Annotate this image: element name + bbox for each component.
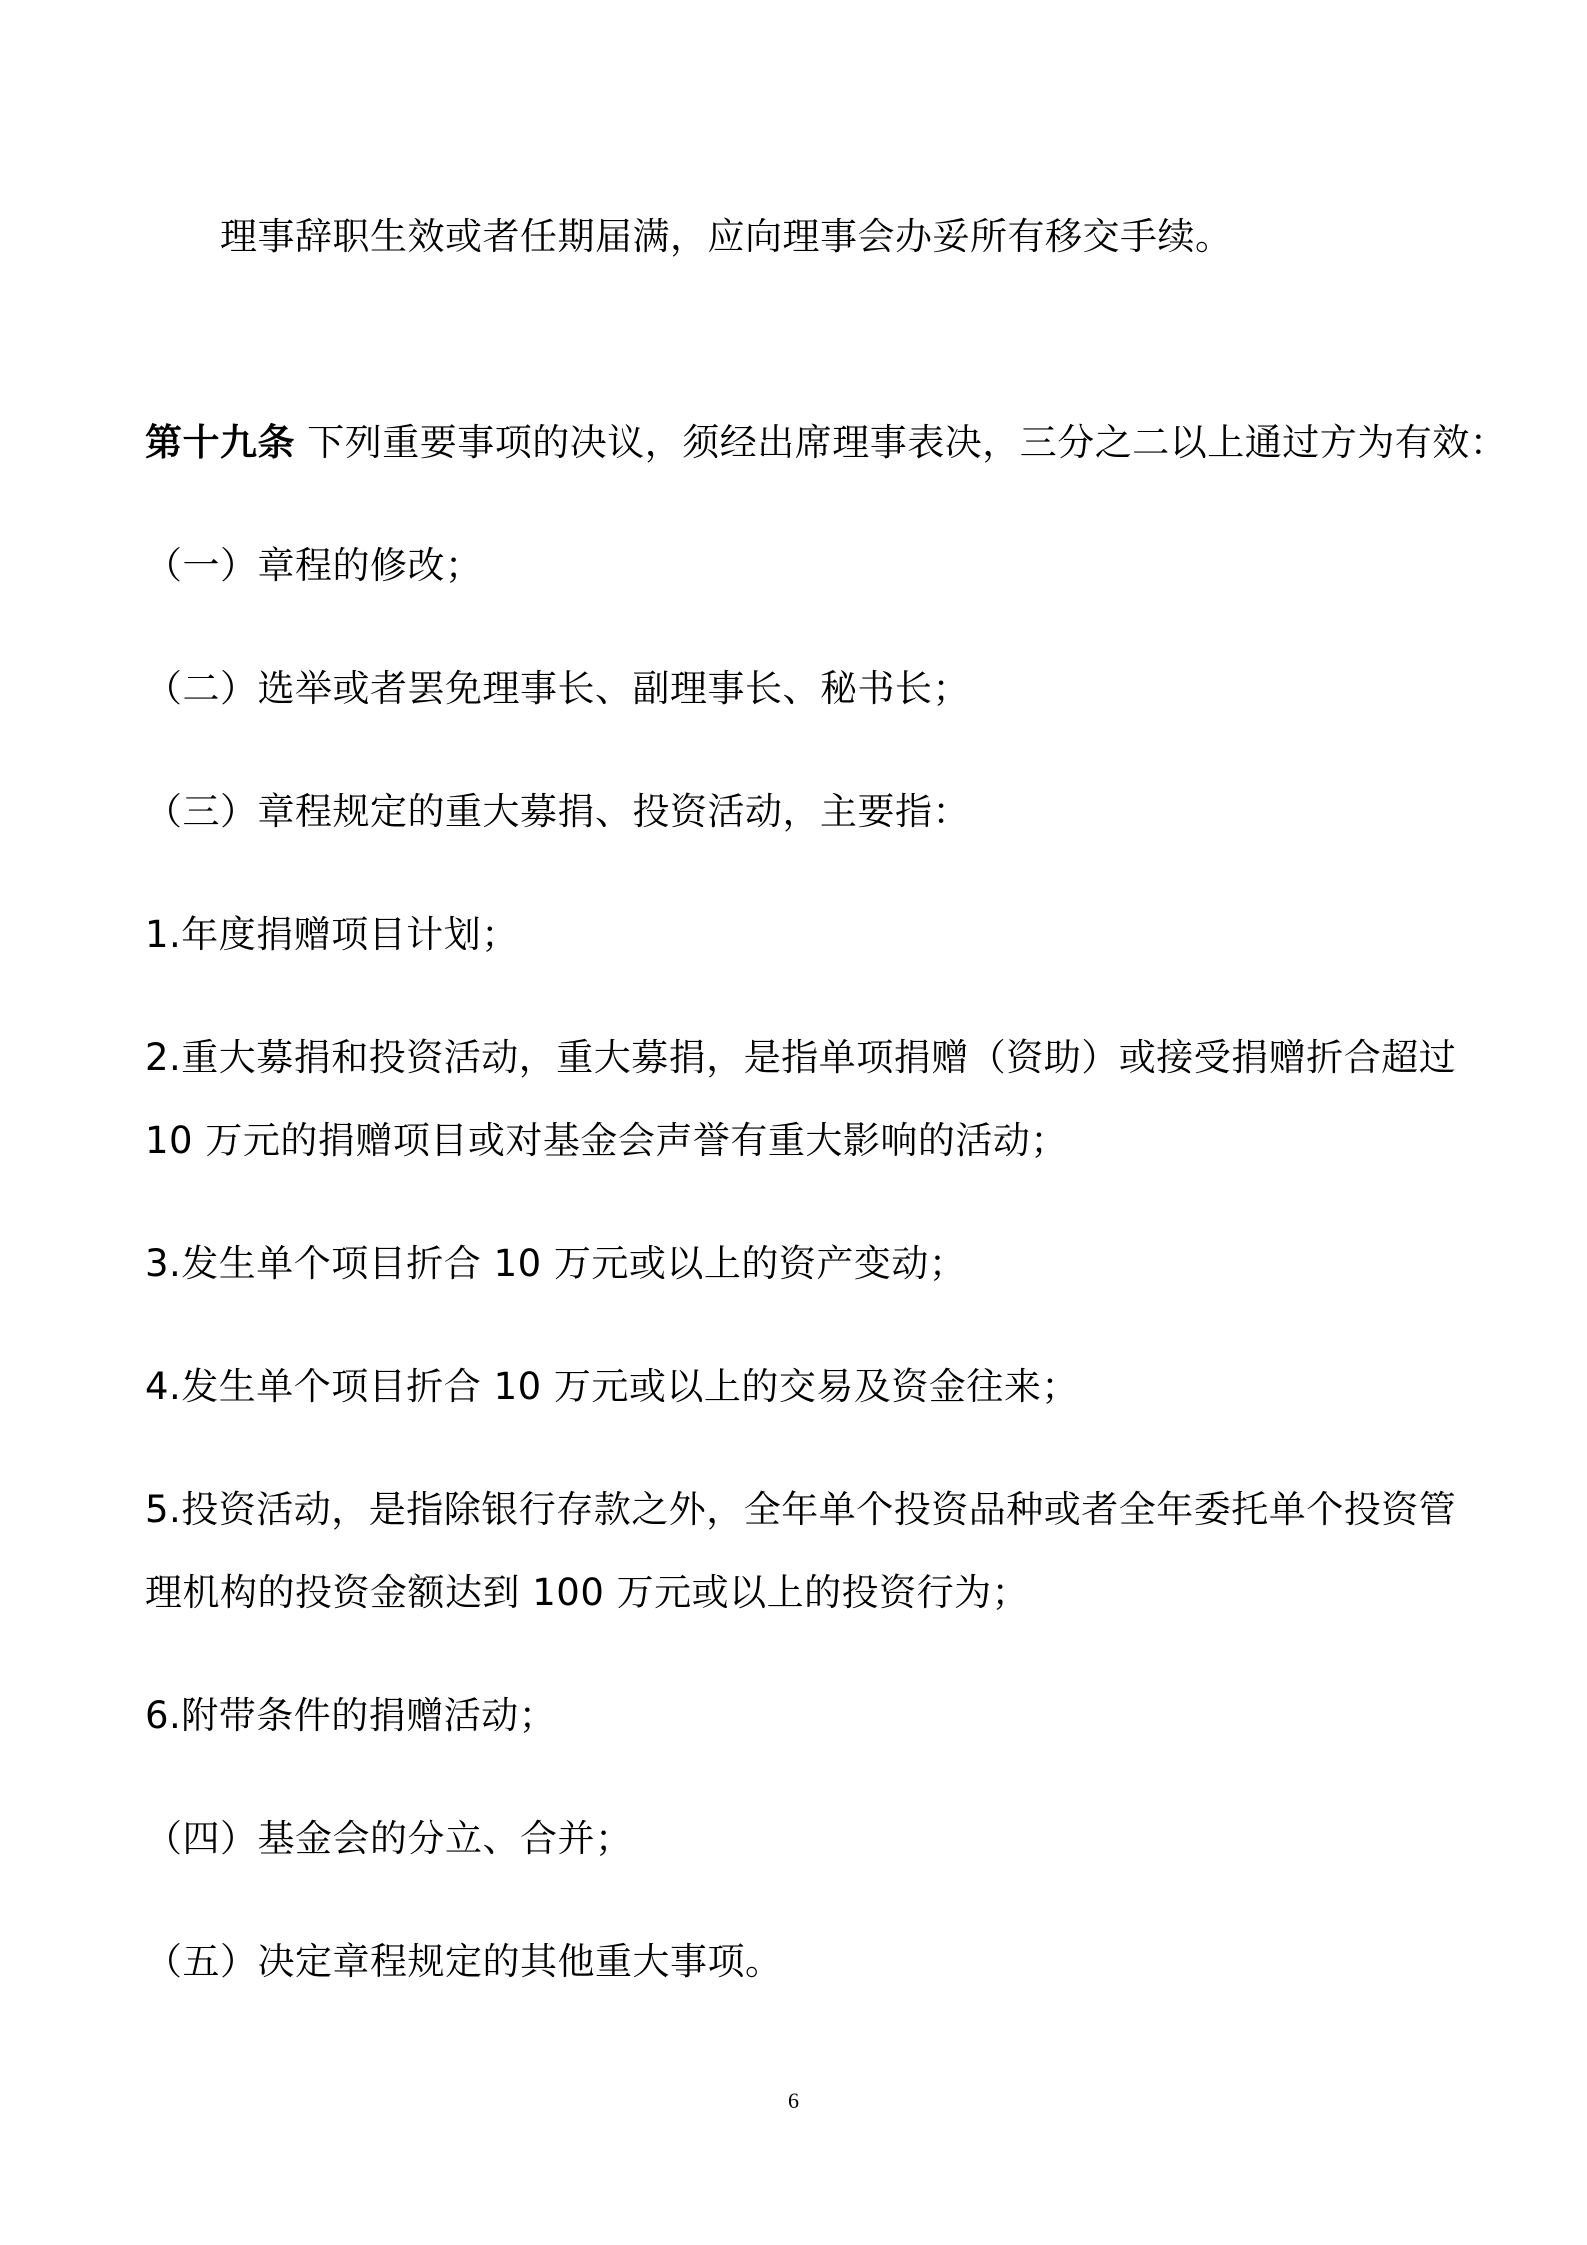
item-five: （五）决定章程规定的其他重大事项。 [145, 1940, 783, 1983]
article-text: 下列重要事项的决议，须经出席理事表决，三分之二以上通过方为有效： [295, 421, 1508, 464]
item-one: （一）章程的修改； [145, 544, 483, 587]
item-four: （四）基金会的分立、合并； [145, 1817, 633, 1860]
sub-item-two-line-two: 10 万元的捐赠项目或对基金会声誉有重大影响的活动； [145, 1119, 1068, 1162]
sub-item-six: 6.附带条件的捐赠活动； [145, 1694, 557, 1737]
item-three: （三）章程规定的重大募捐、投资活动，主要指： [145, 790, 970, 833]
paragraph-handover: 理事辞职生效或者任期届满，应向理事会办妥所有移交手续。 [220, 215, 1233, 258]
article-label: 第十九条 [145, 421, 295, 464]
item-two: （二）选举或者罢免理事长、副理事长、秘书长； [145, 667, 970, 710]
sub-item-five-line-one: 5.投资活动，是指除银行存款之外，全年单个投资品种或者全年委托单个投资管 [145, 1488, 1457, 1531]
page-number: 6 [788, 2088, 799, 2113]
sub-item-three: 3.发生单个项目折合 10 万元或以上的资产变动； [145, 1242, 967, 1285]
article-nineteen [145, 418, 1508, 468]
sub-item-five-line-two: 理机构的投资金额达到 100 万元或以上的投资行为； [145, 1571, 1030, 1614]
sub-item-one: 1.年度捐赠项目计划； [145, 913, 519, 956]
sub-item-four: 4.发生单个项目折合 10 万元或以上的交易及资金往来； [145, 1365, 1079, 1408]
sub-item-two-line-one: 2.重大募捐和投资活动，重大募捐，是指单项捐赠（资助）或接受捐赠折合超过 [145, 1036, 1457, 1079]
